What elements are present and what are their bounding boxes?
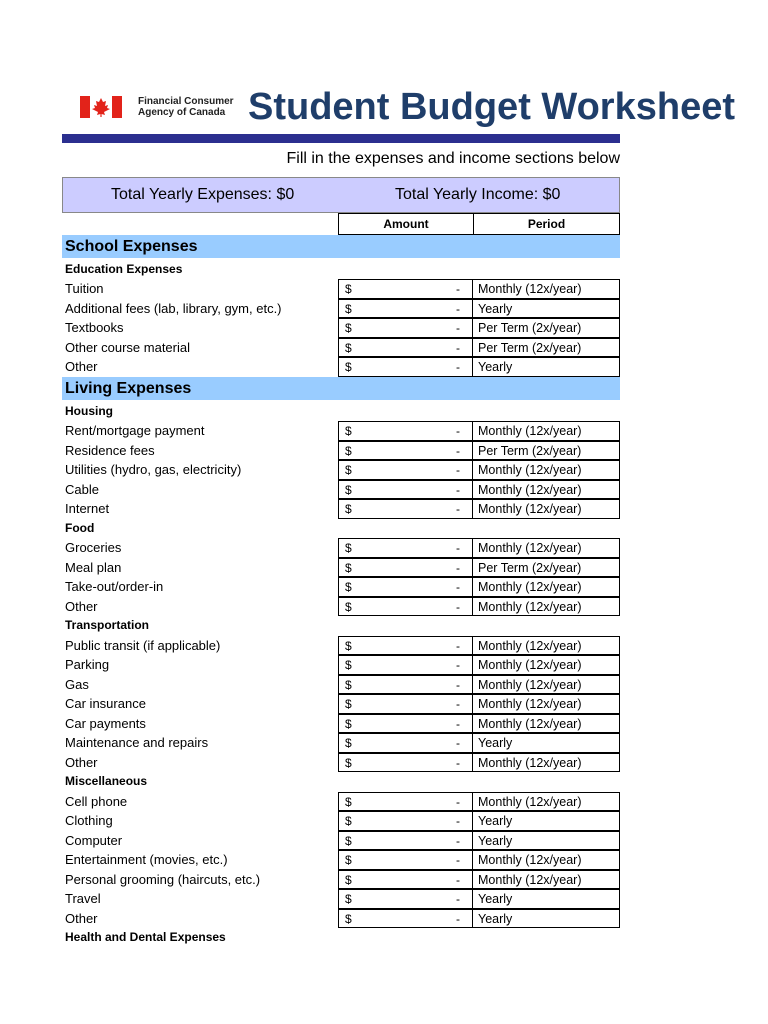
period-select[interactable]: Monthly (12x/year)	[473, 655, 620, 675]
period-select[interactable]: Monthly (12x/year)	[473, 714, 620, 734]
section-header: Living Expenses	[62, 377, 620, 400]
period-select[interactable]: Monthly (12x/year)	[473, 460, 620, 480]
amount-value: -	[456, 677, 460, 692]
currency-symbol: $	[345, 340, 352, 355]
agency-name	[138, 96, 234, 118]
amount-input[interactable]	[338, 909, 473, 929]
amount-value: -	[456, 599, 460, 614]
instructions: Fill in the expenses and income sections below	[286, 150, 620, 167]
expense-label: Personal grooming (haircuts, etc.)	[65, 871, 261, 887]
currency-symbol: $	[345, 658, 352, 673]
currency-symbol: $	[345, 814, 352, 828]
amount-value: -	[456, 833, 460, 848]
currency-symbol: $	[345, 638, 352, 653]
header	[62, 82, 735, 132]
amount-value: -	[456, 853, 460, 867]
amount-value: -	[456, 736, 460, 751]
expense-label: Utilities (hydro, gas, electricity)	[65, 462, 242, 478]
period-select[interactable]: Yearly	[473, 357, 620, 377]
period-select[interactable]: Monthly (12x/year)	[473, 850, 620, 870]
amount-value: -	[456, 282, 460, 297]
expense-label: Computer	[65, 832, 123, 848]
currency-symbol: $	[345, 482, 352, 497]
currency-symbol: $	[345, 282, 352, 297]
currency-symbol: $	[345, 321, 352, 336]
period-column-header: Period	[473, 213, 620, 235]
currency-symbol: $	[345, 853, 352, 867]
totals-bar	[62, 177, 620, 213]
amount-input[interactable]	[338, 889, 473, 909]
amount-input[interactable]	[338, 299, 473, 319]
group-header: Health and Dental Expenses	[65, 930, 226, 944]
currency-symbol: $	[345, 716, 352, 731]
expense-label: Other	[65, 910, 98, 926]
period-select[interactable]: Monthly (12x/year)	[473, 499, 620, 519]
currency-symbol: $	[345, 755, 352, 770]
expense-label: Car insurance	[65, 696, 146, 712]
amount-value: -	[456, 340, 460, 355]
expense-label: Other	[65, 598, 98, 614]
expense-label: Take-out/order-in	[65, 579, 164, 595]
amount-value: -	[456, 755, 460, 770]
amount-value: -	[456, 716, 460, 731]
currency-symbol: $	[345, 580, 352, 595]
amount-input[interactable]	[338, 733, 473, 753]
period-select[interactable]: Per Term (2x/year)	[473, 338, 620, 358]
currency-symbol: $	[345, 794, 352, 809]
period-select[interactable]: Yearly	[473, 299, 620, 319]
period-select[interactable]: Monthly (12x/year)	[473, 792, 620, 812]
currency-symbol: $	[345, 424, 352, 439]
period-select[interactable]: Per Term (2x/year)	[473, 441, 620, 461]
currency-symbol: $	[345, 443, 352, 458]
amount-value: -	[456, 321, 460, 336]
expense-label: Residence fees	[65, 442, 155, 458]
expense-label: Cable	[65, 481, 99, 497]
expense-label: Clothing	[65, 813, 113, 828]
group-header: Education Expenses	[65, 262, 183, 276]
period-select[interactable]: Monthly (12x/year)	[473, 577, 620, 597]
amount-value: -	[456, 872, 460, 887]
period-select[interactable]: Monthly (12x/year)	[473, 480, 620, 500]
currency-symbol: $	[345, 872, 352, 887]
expense-label: Cell phone	[65, 793, 128, 809]
amount-input[interactable]	[338, 792, 473, 812]
amount-value: -	[456, 541, 460, 556]
amount-input[interactable]	[338, 597, 473, 617]
amount-input[interactable]	[338, 694, 473, 714]
currency-symbol: $	[345, 833, 352, 848]
expense-label: Travel	[65, 891, 101, 906]
amount-input[interactable]	[338, 811, 473, 831]
currency-symbol: $	[345, 892, 352, 906]
total-expenses: Total Yearly Expenses: $0	[111, 186, 295, 203]
expense-label: Meal plan	[65, 559, 122, 575]
group-header: Miscellaneous	[65, 774, 148, 789]
period-select[interactable]: Monthly (12x/year)	[473, 421, 620, 441]
amount-value: -	[456, 814, 460, 828]
canada-flag-icon	[80, 96, 122, 118]
period-select[interactable]: Yearly	[473, 811, 620, 831]
amount-value: -	[456, 911, 460, 926]
amount-input[interactable]	[338, 558, 473, 578]
amount-input[interactable]	[338, 279, 473, 299]
amount-value: -	[456, 424, 460, 439]
amount-input[interactable]	[338, 655, 473, 675]
period-select[interactable]: Yearly	[473, 733, 620, 753]
expense-label: Entertainment (movies, etc.)	[65, 852, 228, 867]
agency-line-1: Financial Consumer	[138, 96, 234, 107]
total-income: Total Yearly Income: $0	[395, 186, 561, 203]
amount-column-header: Amount	[338, 213, 474, 235]
amount-input[interactable]	[338, 675, 473, 695]
period-select[interactable]: Per Term (2x/year)	[473, 558, 620, 578]
amount-input[interactable]	[338, 850, 473, 870]
amount-value: -	[456, 697, 460, 712]
amount-value: -	[456, 360, 460, 375]
expense-label: Textbooks	[65, 320, 124, 336]
expense-label: Other	[65, 359, 98, 375]
period-select[interactable]: Yearly	[473, 831, 620, 851]
amount-input[interactable]	[338, 318, 473, 338]
amount-value: -	[456, 580, 460, 595]
period-select[interactable]: Monthly (12x/year)	[473, 279, 620, 299]
period-select[interactable]: Monthly (12x/year)	[473, 597, 620, 617]
amount-input[interactable]	[338, 357, 473, 377]
expense-label: Parking	[65, 657, 110, 673]
amount-input[interactable]	[338, 870, 473, 890]
period-select[interactable]: Monthly (12x/year)	[473, 675, 620, 695]
section-header: School Expenses	[62, 235, 620, 258]
expense-label: Public transit (if applicable)	[65, 637, 221, 653]
currency-symbol: $	[345, 697, 352, 712]
expense-label: Car payments	[65, 715, 146, 731]
amount-value: -	[456, 638, 460, 653]
period-select[interactable]: Monthly (12x/year)	[473, 636, 620, 656]
currency-symbol: $	[345, 599, 352, 614]
currency-symbol: $	[345, 502, 352, 517]
period-select[interactable]: Monthly (12x/year)	[473, 694, 620, 714]
amount-input[interactable]	[338, 441, 473, 461]
amount-input[interactable]	[338, 460, 473, 480]
agency-line-2: Agency of Canada	[138, 107, 226, 118]
budget-worksheet	[62, 0, 735, 1024]
amount-input[interactable]	[338, 499, 473, 519]
currency-symbol: $	[345, 911, 352, 926]
currency-symbol: $	[345, 541, 352, 556]
group-header: Housing	[65, 403, 113, 418]
currency-symbol: $	[345, 736, 352, 751]
period-select[interactable]: Monthly (12x/year)	[473, 870, 620, 890]
amount-input[interactable]	[338, 831, 473, 851]
expense-label: Groceries	[65, 540, 122, 556]
amount-value: -	[456, 658, 460, 673]
expense-label: Maintenance and repairs	[65, 735, 209, 751]
group-header: Food	[65, 520, 95, 535]
currency-symbol: $	[345, 677, 352, 692]
expense-label: Additional fees (lab, library, gym, etc.)	[65, 300, 282, 316]
expense-label: Other	[65, 754, 98, 770]
page-title: Student Budget Worksheet	[248, 86, 735, 128]
expense-label: Gas	[65, 676, 89, 692]
amount-value: -	[456, 301, 460, 316]
amount-value: -	[456, 443, 460, 458]
group-header: Transportation	[65, 618, 150, 633]
period-select[interactable]: Per Term (2x/year)	[473, 318, 620, 338]
amount-value: -	[456, 502, 460, 517]
amount-input[interactable]	[338, 338, 473, 358]
amount-input[interactable]	[338, 636, 473, 656]
amount-input[interactable]	[338, 753, 473, 773]
header-divider	[62, 134, 620, 143]
amount-value: -	[456, 892, 460, 906]
amount-input[interactable]	[338, 480, 473, 500]
amount-input[interactable]	[338, 714, 473, 734]
currency-symbol: $	[345, 360, 352, 375]
expense-label: Internet	[65, 501, 110, 517]
period-select[interactable]: Monthly (12x/year)	[473, 753, 620, 773]
amount-input[interactable]	[338, 421, 473, 441]
period-select[interactable]: Monthly (12x/year)	[473, 538, 620, 558]
expense-label: Tuition	[65, 281, 104, 297]
amount-value: -	[456, 482, 460, 497]
period-select[interactable]: Yearly	[473, 909, 620, 929]
currency-symbol: $	[345, 463, 352, 478]
currency-symbol: $	[345, 301, 352, 316]
amount-value: -	[456, 794, 460, 809]
amount-value: -	[456, 463, 460, 478]
amount-input[interactable]	[338, 577, 473, 597]
expense-label: Rent/mortgage payment	[65, 423, 205, 439]
amount-input[interactable]	[338, 538, 473, 558]
period-select[interactable]: Yearly	[473, 889, 620, 909]
expense-label: Other course material	[65, 339, 190, 355]
amount-value: -	[456, 560, 460, 575]
currency-symbol: $	[345, 560, 352, 575]
